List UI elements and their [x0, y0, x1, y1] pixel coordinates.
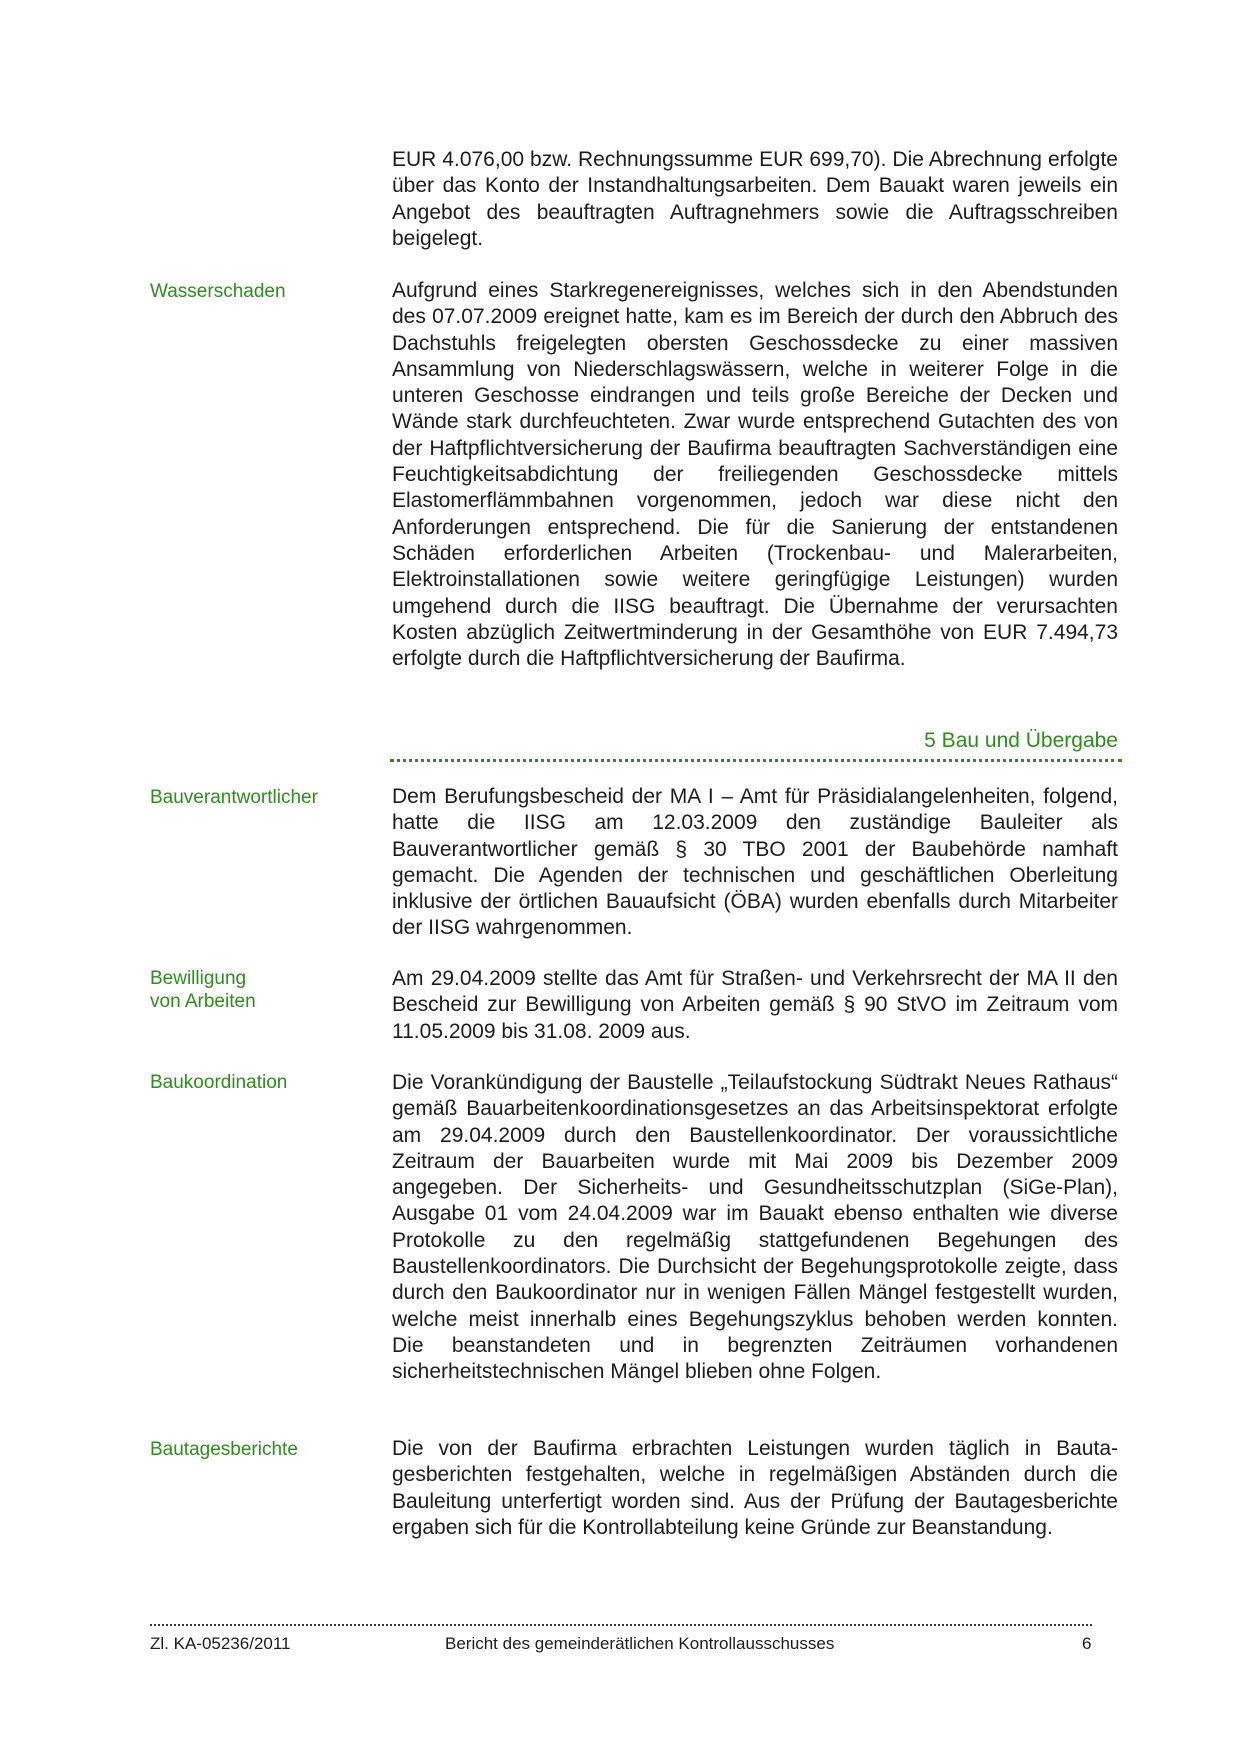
- paragraph-wasserschaden: Aufgrund eines Starkregenereignisses, welches sich in den Abendstunden des 07.07.2009 ereignet hatte, kam es im Bereich der durch den Abbruch des Dachstuhls freigelegten obersten Geschossdecke zu einer massiven Ansammlung von Niederschlagswässern, welche in weiterer Folge in die unteren Geschosse eindrangen und teils große Bereiche der Decken und Wände stark durchfeuchteten. Zwar wurde entsprechend Gutachten des von der Haftpflichtversicherung der Baufirma beauftragten Sachverständigen eine Feuchtigkeitsabdichtung der freiliegenden Geschossdecke mittels Elastomerflämmbahnen vorgenommen, jedoch war diese nicht den Anforderungen entsprechend. Die für die Sanierung der entstandenen Schäden erforderlichen Arbeiten (Trockenbau- und Malerarbeiten, Elektroinstallationen sowie weitere geringfügige Leistungen) wurden umgehend durch die IISG beauftragt. Die Übernahme der verursachten Kosten abzüglich Zeitwertminderung in der Gesamthöhe von EUR 7.494,73 erfolgte durch die Haftpflichtversicherung der Baufirma.: [392, 279, 1118, 671]
- paragraph-bauverantwortlicher: Dem Berufungsbescheid der MA I – Amt für Präsidialangelenheiten, folgend, hatte die IISG am 12.03.2009 den zuständige Bauleiter als Bauverantwortlicher gemäß § 30 TBO 2001 der Baubehörde namhaft gemacht. Die Agenden der technischen und geschäftlichen Oberleitung inklusive der örtlichen Bauaufsicht (ÖBA) wurden ebenfalls durch Mitarbeiter der IISG wahrgenommen.: [392, 785, 1118, 940]
- margin-label-wasserschaden: Wasserschaden: [150, 281, 286, 302]
- footer-report-title: Bericht des gemeinderätlichen Kontrollausschusses: [445, 1634, 835, 1653]
- section-heading: 5 Bau und Übergabe: [924, 729, 1118, 752]
- paragraph-bautagesberichte: Die von der Baufirma erbrachten Leistungen wurden täglich in Bautagesberichten festgehalten, welche in regelmäßigen Abständen durch die Bauleitung unterfertigt worden sind. Aus der Prüfung der Bautagesberichte ergaben sich für die Kontrollabteilung keine Gründe zur Beanstandung.: [392, 1437, 1118, 1539]
- margin-label-bautagesberichte: Bautagesberichte: [150, 1439, 298, 1460]
- footer-divider: [150, 1624, 1092, 1626]
- footer-page-number: 6: [1082, 1634, 1092, 1653]
- section-divider: [390, 759, 1122, 762]
- paragraph-baukoordination: Die Vorankündigung der Baustelle „Teilaufstockung Südtrakt Neues Rathaus“ gemäß Bauarbeitenkoordinationsgesetzes an das Arbeitsinspektorat erfolgte am 29.04.2009 durch den Baustellenkoordinator. Der voraussichtliche Zeitraum der Bauarbeiten wurde mit Mai 2009 bis Dezember 2009 angegeben. Der Sicherheits- und Gesundheitsschutzplan (SiGe-Plan), Ausgabe 01 vom 24.04.2009 war im Bauakt ebenso enthalten wie diverse Protokolle zu den regelmäßig stattgefundenen Begehungen des Baustellenkoordinators. Die Durchsicht der Begehungsprotokolle zeigte, dass durch den Baukoordinator nur in wenigen Fällen Mängel festgestellt wurden, welche meist innerhalb eines Begehungszyklus behoben werden konnten. Die beanstandeten und in begrenzten Zeiträumen vorhandenen sicherheitstechnischen Mängel blieben ohne Folgen.: [392, 1071, 1118, 1384]
- margin-label-bewilligung: [150, 967, 370, 1013]
- margin-label-bauverantwortlicher: Bauverantwortlicher: [150, 787, 318, 808]
- continuation-paragraph: EUR 4.076,00 bzw. Rechnungssumme EUR 699,70). Die Abrechnung erfolgte über das Konto der Instandhaltungsarbeiten. Dem Bauakt waren jeweils ein Angebot des beauftragten Auftragnehmers sowie die Auftragsschreiben beigelegt.: [392, 148, 1118, 250]
- margin-label-bewilligung-line1: Bewilligung: [150, 968, 247, 989]
- margin-label-baukoordination: Baukoordination: [150, 1072, 288, 1093]
- footer-file-number: Zl. KA-05236/2011: [150, 1634, 291, 1653]
- paragraph-bewilligung: Am 29.04.2009 stellte das Amt für Straßen- und Verkehrsrecht der MA II den Bescheid zur Bewilligung von Arbeiten gemäß § 90 StVO im Zeitraum vom 11.05.2009 bis 31.08. 2009 aus.: [392, 967, 1118, 1043]
- margin-label-bewilligung-line2: von Arbeiten: [150, 991, 256, 1012]
